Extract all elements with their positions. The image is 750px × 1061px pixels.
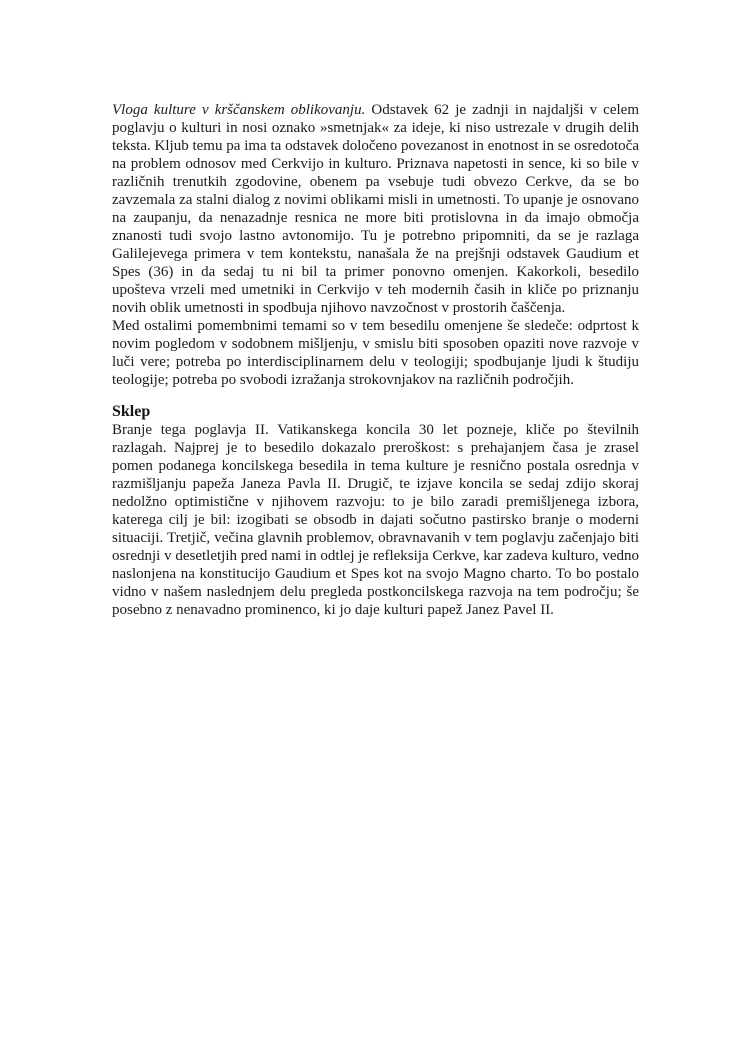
paragraph-culture-role (112, 101, 639, 317)
paragraph-culture-role-body: Odstavek 62 je zadnji in najdaljši v celem poglavju o kulturi in nosi oznako »smetnjak« za ideje, ki niso ustrezale v drugih delih teksta. Kljub temu pa ima ta odstavek določeno povezanost in enotnost in se osredotoča na problem odnosov med Cerkvijo in kulturo. Priznava napetosti in sence, ki so bile v različnih trenutkih zgodovine, obenem pa vsebuje tudi obvezo Cerkve, da se bo zavzemala za stalni dialog z novimi oblikami misli in umetnosti. To upanje je osnovano na zaupanju, da nenazadnje resnica ne more biti protislovna in da imajo območja znanosti tudi svojo lastno avtonomijo. Tu je potrebno pripomniti, da se je razlaga Galilejevega primera v tem kontekstu, nanašala že na prejšnji odstavek Gaudium et Spes (36) in da sedaj tu ni bil ta primer ponovno omenjen. Kakorkoli, besedilo upošteva vrzeli med umetniki in Cerkvijo v teh modernih časih in kliče po priznanju novih oblik umetnosti in spodbuja njihovo navzočnost v prostorih čaščenja. (112, 102, 639, 316)
section-heading-sklep: Sklep (112, 403, 151, 420)
paragraph-themes: Med ostalimi pomembnimi temami so v tem besedilu omenjene še sledeče: odprtost k novim pogledom v sodobnem mišljenju, v smislu biti sposoben opaziti nove razvoje v luči vere; potreba po interdisciplinarnem delu v teologiji; spodbujanje ljudi k študiju teologije; potreba po svobodi izražanja strokovnjakov na različnih področjih. (112, 318, 639, 388)
paragraph-conclusion: Branje tega poglavja II. Vatikanskega koncila 30 let pozneje, kliče po številnih razlagah. Najprej je to besedilo dokazalo preroškost: s prehajanjem časa je zrasel pomen podanega koncilskega besedila in tema kulture je resnično postala osrednja v razmišljanju papeža Janeza Pavla II. Drugič, te izjave koncila se sedaj zdijo skoraj nedolžno optimistične v njihovem razvoju: to je bilo zaradi premišljenega izbora, katerega cilj je bil: izogibati se obsodb in dajati sočutno pastirsko branje o moderni situaciji. Tretjič, večina glavnih problemov, obravnavanih v tem poglavju začenjajo biti osrednji v desetletjih pred nami in odtlej je refleksija Cerkve, kar zadeva kulturo, vedno naslonjena na konstitucijo Gaudium et Spes kot na svojo Magno charto. To bo postalo vidno v našem naslednjem delu pregleda postkoncilskega razvoja na tem področju; še posebno z nenavadno prominenco, ki jo daje kulturi papež Janez Pavel II. (112, 422, 639, 618)
text-block (112, 101, 639, 619)
italic-lead-phrase: Vloga kulture v krščanskem oblikovanju. (112, 102, 366, 118)
